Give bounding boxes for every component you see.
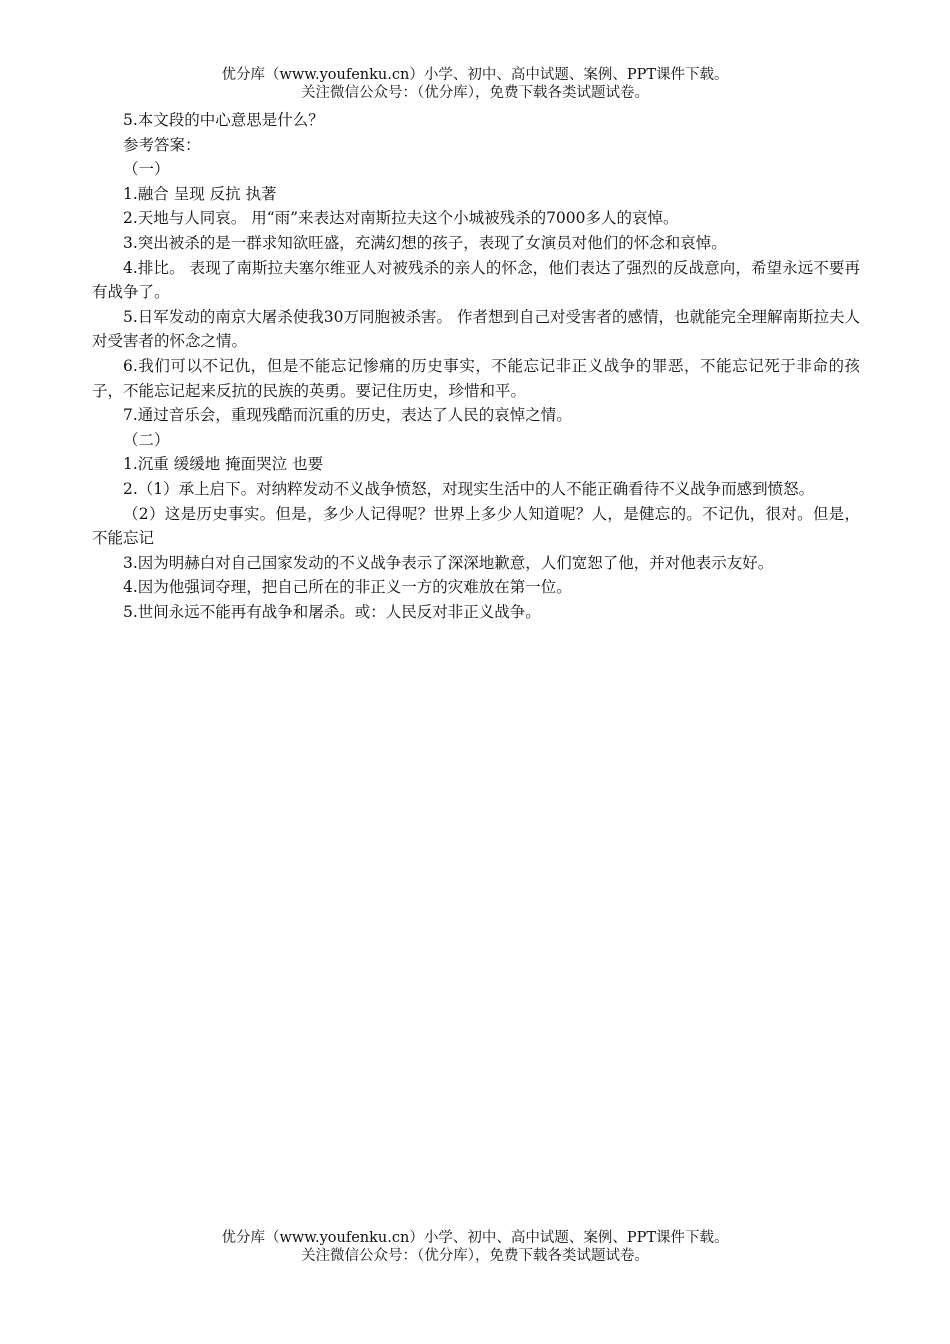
answer-2-5: 5.世间永远不能再有战争和屠杀。或：人民反对非正义战争。 — [123, 602, 541, 621]
answer-2-2-part-2: （2）这是历史事实。但是，多少人记得呢？世界上多少人知道呢？人，是健忘的。不记仇，很对。但是，不能忘记 — [92, 504, 860, 548]
answer-1-5: 5.日军发动的南京大屠杀使我30万同胞被杀害。 作者想到自己对受害者的感情，也就能完全理解南斯拉夫人对受害者的怀念之情。 — [92, 307, 860, 351]
answer-2-1: 1.沉重 缓缓地 掩面哭泣 也要 — [123, 455, 324, 474]
answer-2-4: 4.因为他强词夺理，把自己所在的非正义一方的灾难放在第一位。 — [123, 578, 572, 597]
answer-1-7: 7.通过音乐会，重现残酷而沉重的历史，表达了人民的哀悼之情。 — [123, 406, 572, 425]
answer-1-2: 2.天地与人同哀。 用“雨”来表达对南斯拉夫这个小城被残杀的7000多人的哀悼。 — [123, 209, 679, 228]
answers-heading: 参考答案： — [123, 135, 201, 154]
header-line-2: 关注微信公众号：（优分库），免费下载各类试题试卷。 — [301, 85, 649, 101]
section-one-marker: （一） — [123, 160, 170, 179]
answer-2-2-part-1: 2.（1）承上启下。对纳粹发动不义战争愤怒，对现实生活中的人不能正确看待不义战争而感到愤怒。 — [123, 479, 815, 498]
question-5: 5.本文段的中心意思是什么？ — [123, 111, 324, 129]
footer-line-2: 关注微信公众号：（优分库），免费下载各类试题试卷。 — [301, 1248, 649, 1264]
answer-2-3: 3.因为明赫白对自己国家发动的不义战争表示了深深地歉意，人们宽恕了他，并对他表示友好。 — [123, 553, 774, 572]
answer-1-6: 6.我们可以不记仇，但是不能忘记惨痛的历史事实，不能忘记非正义战争的罪恶，不能忘记死于非命的孩子，不能忘记起来反抗的民族的英勇。要记住历史，珍惜和平。 — [92, 356, 860, 400]
page-header — [0, 66, 950, 102]
header-line-1: 优分库（www.youfenku.cn）小学、初中、高中试题、案例、PPT课件下载。 — [221, 67, 729, 83]
answer-1-4: 4.排比。 表现了南斯拉夫塞尔维亚人对被残杀的亲人的怀念，他们表达了强烈的反战意向，希望永远不要再有战争了。 — [92, 258, 860, 302]
answer-1-3: 3.突出被杀的是一群求知欲旺盛，充满幻想的孩子，表现了女演员对他们的怀念和哀悼。 — [123, 233, 727, 252]
footer-line-1: 优分库（www.youfenku.cn）小学、初中、高中试题、案例、PPT课件下载。 — [221, 1230, 729, 1246]
section-two-marker: （二） — [123, 430, 170, 449]
page-footer — [0, 1229, 950, 1265]
document-body — [92, 108, 860, 624]
answer-1-1: 1.融合 呈现 反抗 执著 — [123, 184, 277, 203]
